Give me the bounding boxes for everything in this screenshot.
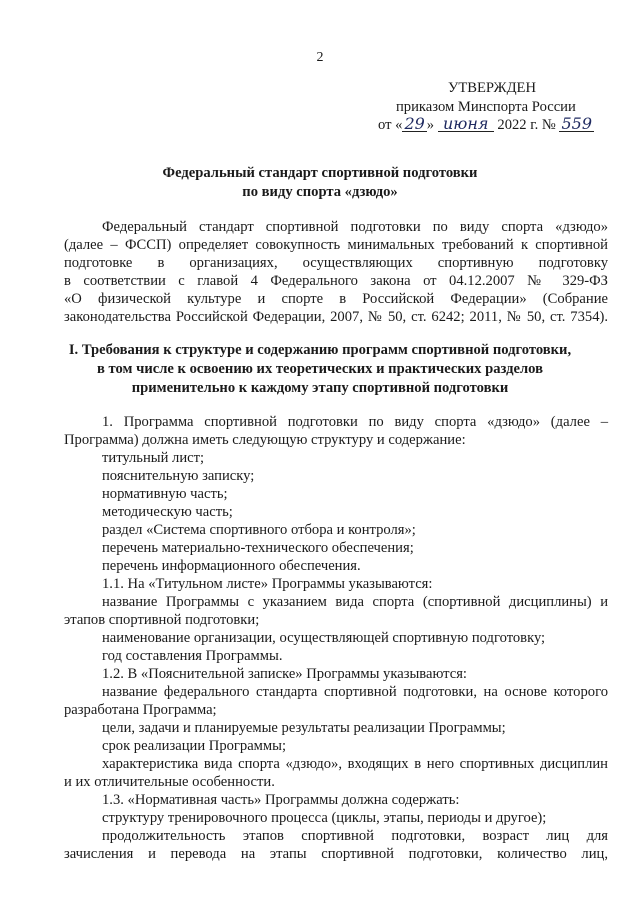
intro-line: «О физической культуре и спорте в Российской Федерации» (Собрание: [64, 291, 608, 307]
body-line: нормативную часть;: [102, 486, 228, 502]
body-line: 1.1. На «Титульном листе» Программы указываются:: [102, 576, 433, 592]
body-line: пояснительную записку;: [102, 468, 255, 484]
section-title-line-1: I. Требования к структуре и содержанию программ спортивной подготовки,: [68, 342, 572, 358]
intro-line: в соответствии с главой 4 Федерального закона от 04.12.2007 № 329-ФЗ: [64, 273, 608, 289]
handwritten-number: 559: [561, 114, 593, 133]
body-line: 1.2. В «Пояснительной записке» Программы указываются:: [102, 666, 467, 682]
handwritten-day: 29: [404, 114, 425, 133]
approval-order: приказом Минспорта России: [396, 99, 576, 115]
section-title-line-2: в том числе к освоению их теоретических и практических разделов: [96, 361, 543, 377]
body-line: наименование организации, осуществляющей спортивную подготовку;: [102, 630, 546, 646]
section-title-line-3: применительно к каждому этапу спортивной подготовки: [131, 380, 509, 396]
document-title-line-2: по виду спорта «дзюдо»: [242, 184, 398, 200]
intro-line: подготовке в организациях, осуществляющих спортивную подготовку: [64, 255, 608, 271]
approval-date-line: [360, 114, 620, 134]
body-line: название Программы с указанием вида спорта (спортивной дисциплины) и: [102, 594, 608, 610]
body-line: перечень информационного обеспечения.: [102, 558, 361, 574]
page-number: 2: [316, 50, 324, 65]
body-line: характеристика вида спорта «дзюдо», входящих в него спортивных дисциплин: [102, 756, 608, 772]
approval-block: [360, 80, 620, 134]
intro-line: законодательства Российской Федерации, 2007, № 50, ст. 6242; 2011, № 50, ст. 7354).: [64, 309, 608, 325]
intro-line: Федеральный стандарт спортивной подготовки по виду спорта «дзюдо»: [102, 219, 608, 235]
body-line: титульный лист;: [102, 450, 205, 466]
body-line: 1. Программа спортивной подготовки по виду спорта «дзюдо» (далее –: [102, 414, 608, 430]
body-line: этапов спортивной подготовки;: [64, 612, 260, 628]
body-line: продолжительность этапов спортивной подготовки, возраст лиц для: [102, 828, 608, 844]
body-line: цели, задачи и планируемые результаты реализации Программы;: [102, 720, 506, 736]
date-year: 2022 г. №: [497, 117, 556, 133]
approval-title: УТВЕРЖДЕН: [448, 80, 536, 96]
date-prefix: от «: [378, 117, 403, 133]
body-line: 1.3. «Нормативная часть» Программы должна содержать:: [102, 792, 460, 808]
document-title-line-1: Федеральный стандарт спортивной подготовки: [162, 165, 478, 181]
handwritten-month: июня: [438, 117, 494, 132]
body-line: раздел «Система спортивного отбора и контроля»;: [102, 522, 416, 538]
body-line: методическую часть;: [102, 504, 233, 520]
body-line: Программа) должна иметь следующую структуру и содержание:: [64, 432, 466, 448]
body-line: срок реализации Программы;: [102, 738, 287, 754]
date-mid: »: [426, 117, 435, 133]
body-line: разработана Программа;: [64, 702, 217, 718]
body-line: год составления Программы.: [102, 648, 283, 664]
body-line: название федерального стандарта спортивной подготовки, на основе которого: [102, 684, 608, 700]
body-line: зачисления и перевода на этапы спортивной подготовки, количество лиц,: [64, 846, 608, 862]
body-line: перечень материально-технического обеспечения;: [102, 540, 414, 556]
body-line: структуру тренировочного процесса (циклы, этапы, периоды и другое);: [102, 810, 547, 826]
intro-line: (далее – ФССП) определяет совокупность минимальных требований к спортивной: [64, 237, 608, 253]
body-line: и их отличительные особенности.: [64, 774, 275, 790]
